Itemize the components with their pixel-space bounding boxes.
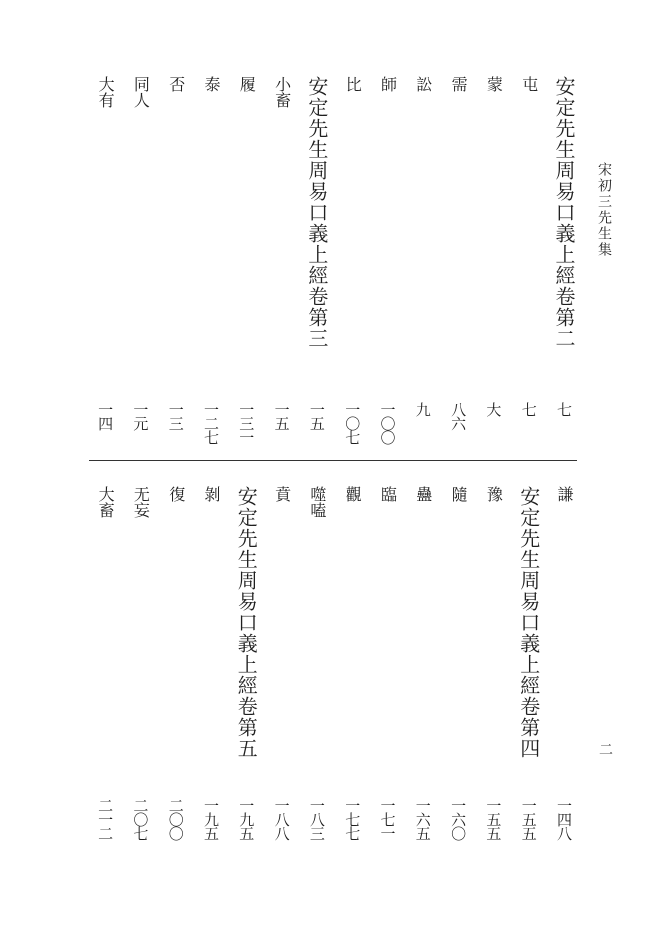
hexagram-name: 需	[449, 76, 469, 92]
toc-entry	[127, 486, 153, 854]
toc-entry	[92, 486, 118, 854]
toc-entry	[304, 486, 330, 854]
page-reference: 一元	[131, 402, 150, 430]
hexagram-name: 噬嗑	[307, 486, 327, 518]
hexagram-name: 賁	[272, 486, 292, 502]
toc-entry	[269, 76, 295, 458]
page-reference: 九	[413, 402, 432, 416]
toc-entry	[163, 76, 189, 458]
toc-volume-heading	[516, 486, 542, 854]
hexagram-name: 謙	[555, 486, 574, 502]
toc-entry	[445, 486, 471, 854]
toc-entry	[269, 486, 295, 854]
page-reference: 一五五	[519, 798, 538, 840]
toc-entry	[375, 76, 401, 458]
page-reference: 一八三	[307, 798, 326, 840]
page-number: 二	[597, 742, 613, 756]
toc-entry	[127, 76, 153, 458]
hexagram-name: 觀	[343, 486, 363, 502]
page-reference: 一七一	[378, 798, 397, 840]
toc-entry	[551, 486, 577, 854]
page-reference: 二〇七	[131, 798, 150, 840]
hexagram-name: 否	[166, 76, 186, 92]
page-reference: 一五	[272, 402, 291, 430]
toc-entry	[410, 76, 436, 458]
hexagram-name: 隨	[449, 486, 469, 502]
hexagram-name: 泰	[202, 76, 221, 92]
hexagram-name: 小畜	[272, 76, 292, 108]
toc-entry	[445, 76, 471, 458]
page-reference: 一三一	[237, 402, 256, 444]
volume-title: 安定先生周易口義上經卷第四	[516, 486, 541, 759]
toc-entry	[516, 76, 542, 458]
page-reference: 一六〇	[449, 798, 468, 840]
hexagram-name: 蠱	[413, 486, 433, 502]
hexagram-name: 无妄	[131, 486, 151, 518]
toc-volume-heading	[304, 76, 330, 458]
hexagram-name: 復	[166, 486, 186, 502]
page-reference: 一〇七	[343, 402, 362, 444]
page-reference: 二〇〇	[166, 798, 185, 840]
page-reference: 一七七	[343, 798, 362, 840]
toc-entry	[480, 76, 506, 458]
hexagram-name: 同人	[131, 76, 151, 108]
page-reference: 一四	[96, 402, 115, 430]
section-divider	[89, 460, 577, 461]
volume-title: 安定先生周易口義上經卷第三	[304, 76, 329, 349]
page-reference: 一六五	[413, 798, 432, 840]
hexagram-name: 豫	[484, 486, 504, 502]
toc-entry	[92, 76, 118, 458]
page-reference: 大	[484, 402, 503, 416]
page-reference: 一九五	[202, 798, 220, 840]
toc-entry	[198, 486, 224, 854]
page-reference: 七	[519, 402, 538, 416]
toc-entry	[233, 76, 259, 458]
page-reference: 一九五	[237, 798, 256, 840]
toc-entry	[339, 76, 365, 458]
page-reference: 二一二	[96, 798, 115, 840]
page-reference: 一四八	[555, 798, 573, 840]
toc-entry	[480, 486, 506, 854]
page-reference: 八六	[449, 402, 468, 430]
hexagram-name: 大有	[96, 76, 116, 108]
hexagram-name: 大畜	[96, 486, 116, 518]
page-reference: 一二七	[202, 402, 220, 444]
volume-title: 安定先生周易口義上經卷第二	[552, 76, 576, 349]
toc-entry	[339, 486, 365, 854]
page-reference: 一五	[307, 402, 326, 430]
hexagram-name: 訟	[413, 76, 433, 92]
toc-volume-heading	[551, 76, 577, 458]
toc-entry	[375, 486, 401, 854]
toc-lower-section	[0, 462, 651, 942]
page-reference: 一〇〇	[378, 402, 397, 444]
toc-entry	[410, 486, 436, 854]
hexagram-name: 比	[343, 76, 363, 92]
hexagram-name: 屯	[519, 76, 539, 92]
toc-upper-section	[0, 0, 651, 460]
volume-title: 安定先生周易口義上經卷第五	[234, 486, 259, 759]
hexagram-name: 剝	[202, 486, 221, 502]
running-head-book-title: 宋初三先生集	[596, 162, 612, 258]
page-reference: 七	[555, 402, 573, 416]
hexagram-name: 蒙	[484, 76, 504, 92]
page-reference: 一三	[166, 402, 185, 430]
hexagram-name: 師	[378, 76, 398, 92]
hexagram-name: 臨	[378, 486, 398, 502]
toc-entry	[198, 76, 224, 458]
page-reference: 一八八	[272, 798, 291, 840]
toc-entry	[163, 486, 189, 854]
hexagram-name: 履	[237, 76, 257, 92]
toc-volume-heading	[233, 486, 259, 854]
page-reference: 一五五	[484, 798, 503, 840]
